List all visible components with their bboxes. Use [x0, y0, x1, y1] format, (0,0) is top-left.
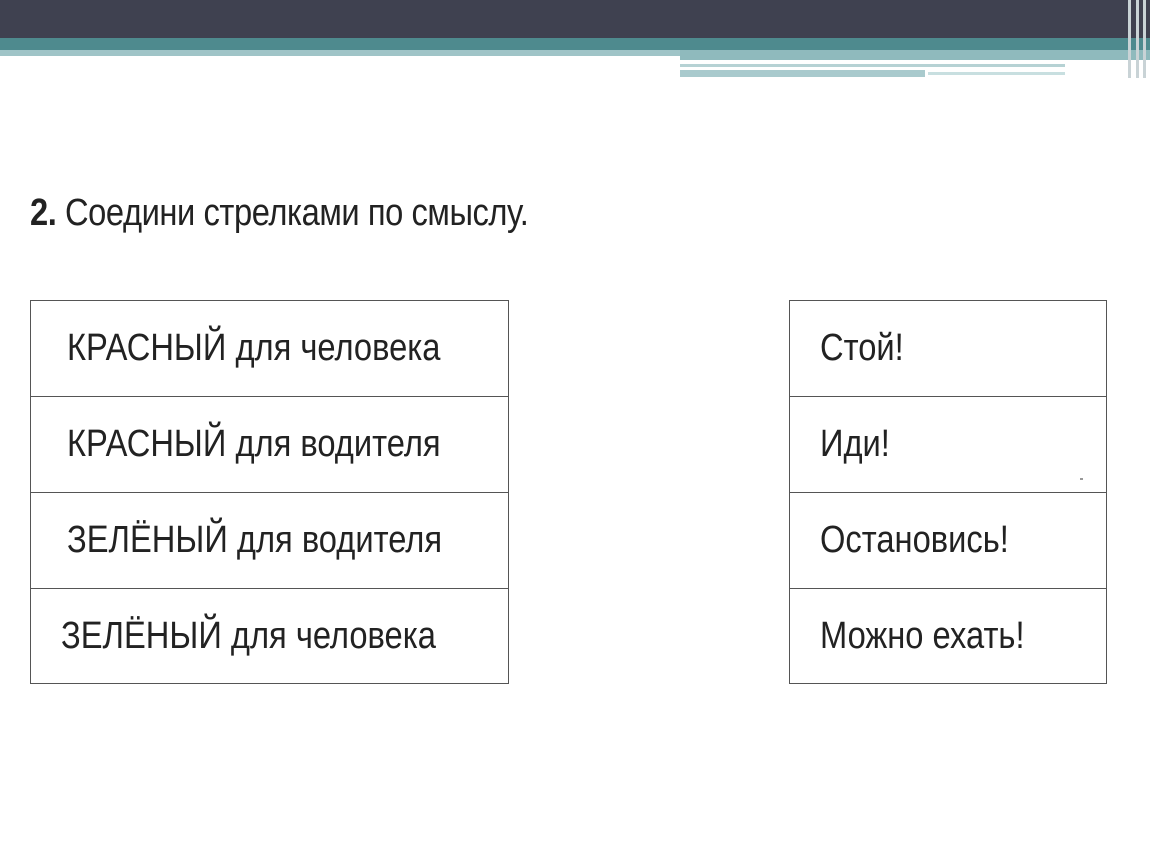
- left-column-table: [30, 300, 509, 684]
- task-instruction: Соедини стрелками по смыслу.: [65, 192, 529, 234]
- light-color-label: ЗЕЛЁНЫЙ: [61, 614, 222, 657]
- header-band-teal: [0, 38, 1150, 50]
- left-cell[interactable]: [31, 493, 508, 589]
- meaning-label: Остановись!: [820, 519, 1009, 561]
- scan-speck: [1080, 478, 1083, 480]
- left-cell[interactable]: [31, 589, 508, 683]
- light-target-label: для человека: [230, 614, 436, 657]
- header-accent-line: [680, 70, 925, 77]
- right-cell[interactable]: [790, 301, 1106, 397]
- header-edge-line: [1128, 0, 1131, 78]
- task-heading: [30, 192, 528, 235]
- left-cell[interactable]: [31, 397, 508, 493]
- header-edge-line: [1143, 0, 1146, 78]
- light-color-label: ЗЕЛЁНЫЙ: [67, 519, 228, 561]
- light-color-label: КРАСНЫЙ: [67, 327, 227, 369]
- light-target-label: для водителя: [235, 423, 441, 465]
- header-accent-line: [680, 64, 1065, 67]
- light-target-label: для водителя: [236, 519, 443, 561]
- header-edge-line: [1136, 0, 1139, 78]
- meaning-label: Стой!: [820, 327, 904, 369]
- task-number: 2.: [30, 192, 57, 234]
- right-column-table: [789, 300, 1107, 684]
- meaning-label: Иди!: [820, 423, 890, 465]
- header-band-light-right: [680, 50, 1150, 60]
- light-color-label: КРАСНЫЙ: [67, 423, 227, 465]
- header-band-light: [0, 50, 680, 56]
- header-accent-line: [928, 72, 1065, 75]
- light-target-label: для человека: [235, 327, 441, 369]
- right-cell[interactable]: [790, 493, 1106, 589]
- right-cell[interactable]: [790, 589, 1106, 683]
- left-cell[interactable]: [31, 301, 508, 397]
- header-band-dark: [0, 0, 1150, 38]
- right-cell[interactable]: [790, 397, 1106, 493]
- meaning-label: Можно ехать!: [820, 614, 1025, 657]
